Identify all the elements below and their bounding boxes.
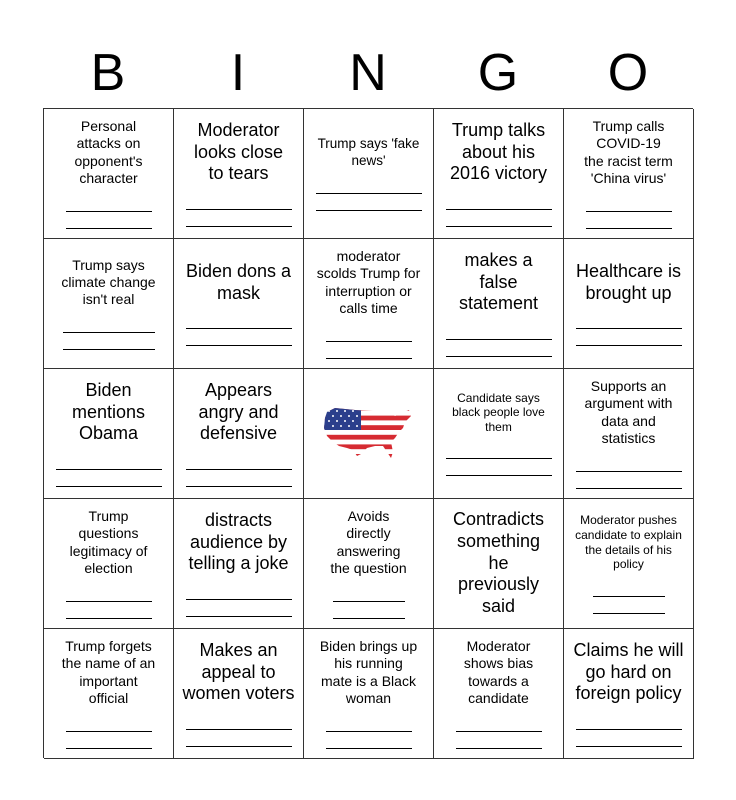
bingo-cell[interactable] [174,239,304,369]
cell-text: Trump talks about his 2016 victory [449,119,548,184]
bingo-cell[interactable] [304,239,434,369]
cell-text: Candidate says black people love them [452,390,545,434]
bingo-cell[interactable] [44,629,174,759]
answer-lines [50,453,167,487]
cell-text: Makes an appeal to women voters [182,639,295,704]
cell-text: Trump forgets the name of an important official [61,638,156,706]
bingo-cell[interactable] [174,109,304,239]
answer-lines [570,713,687,747]
bingo-cell[interactable] [174,499,304,629]
answer-lines [570,312,687,346]
answer-lines [440,323,557,357]
answer-lines [310,715,427,749]
bingo-cell[interactable] [304,629,434,759]
answer-lines [180,583,297,617]
header-letter-i: I [230,44,246,102]
answer-lines [50,195,167,229]
cell-text: Trump says 'fake news' [317,136,420,168]
cell-text: Claims he will go hard on foreign policy [573,639,684,704]
bingo-cell[interactable] [564,109,694,239]
cell-text: makes a false statement [458,249,539,314]
bingo-cell[interactable] [174,369,304,499]
header-letter-n: N [349,44,387,102]
header-letter-b: B [90,44,126,102]
answer-lines [50,585,167,619]
answer-lines [440,442,557,476]
bingo-cell[interactable] [44,239,174,369]
cell-text: Biden mentions Obama [71,379,146,444]
cell-text: Appears angry and defensive [198,379,279,444]
bingo-cell[interactable] [44,499,174,629]
answer-lines [310,325,427,359]
answer-lines [180,453,297,487]
cell-text: Biden dons a mask [185,260,292,303]
answer-lines [310,177,427,211]
bingo-cell[interactable] [304,499,434,629]
bingo-header [43,42,693,104]
cell-text: Healthcare is brought up [575,260,682,303]
answer-lines [570,580,687,614]
bingo-cell[interactable] [564,369,694,499]
answer-lines [50,316,167,350]
answer-lines [50,715,167,749]
cell-text: Moderator pushes candidate to explain the details of his policy [575,513,682,572]
cell-text: Trump calls COVID-19 the racist term 'China virus' [584,118,673,186]
cell-text: Trump says climate change isn't real [61,256,156,308]
cell-text: Moderator looks close to tears [193,119,284,184]
bingo-cell[interactable] [434,629,564,759]
bingo-cell[interactable] [564,499,694,629]
bingo-cell[interactable] [434,109,564,239]
usa-flag-map-icon [321,402,417,466]
answer-lines [310,585,427,619]
free-space-cell[interactable] [304,369,434,499]
cell-text: Supports an argument with data and statistics [584,378,673,446]
answer-lines [180,713,297,747]
answer-lines [570,455,687,489]
answer-lines [570,195,687,229]
bingo-cell[interactable] [434,499,564,629]
bingo-cell[interactable] [44,109,174,239]
cell-text: Avoids directly answering the question [330,508,407,576]
answer-lines [180,193,297,227]
header-letter-o: O [607,44,649,102]
bingo-cell[interactable] [434,239,564,369]
bingo-card-grid [43,108,693,758]
cell-text: distracts audience by telling a joke [188,509,289,574]
answer-lines [440,715,557,749]
bingo-cell[interactable] [564,629,694,759]
cell-text: Biden brings up his running mate is a Black woman [319,638,418,706]
bingo-cell[interactable] [44,369,174,499]
cell-text: Trump questions legitimacy of election [69,508,148,576]
bingo-cell[interactable] [304,109,434,239]
bingo-cell[interactable] [434,369,564,499]
answer-lines [180,312,297,346]
answer-lines [440,193,557,227]
bingo-cell[interactable] [564,239,694,369]
header-letter-g: G [477,44,519,102]
cell-text: Personal attacks on opponent's character [74,118,143,186]
cell-text: moderator scolds Trump for interruption or calls time [316,248,421,316]
cell-text: Moderator shows bias towards a candidate [463,638,534,706]
cell-text: Contradicts something he previously said [452,508,545,617]
bingo-cell[interactable] [174,629,304,759]
